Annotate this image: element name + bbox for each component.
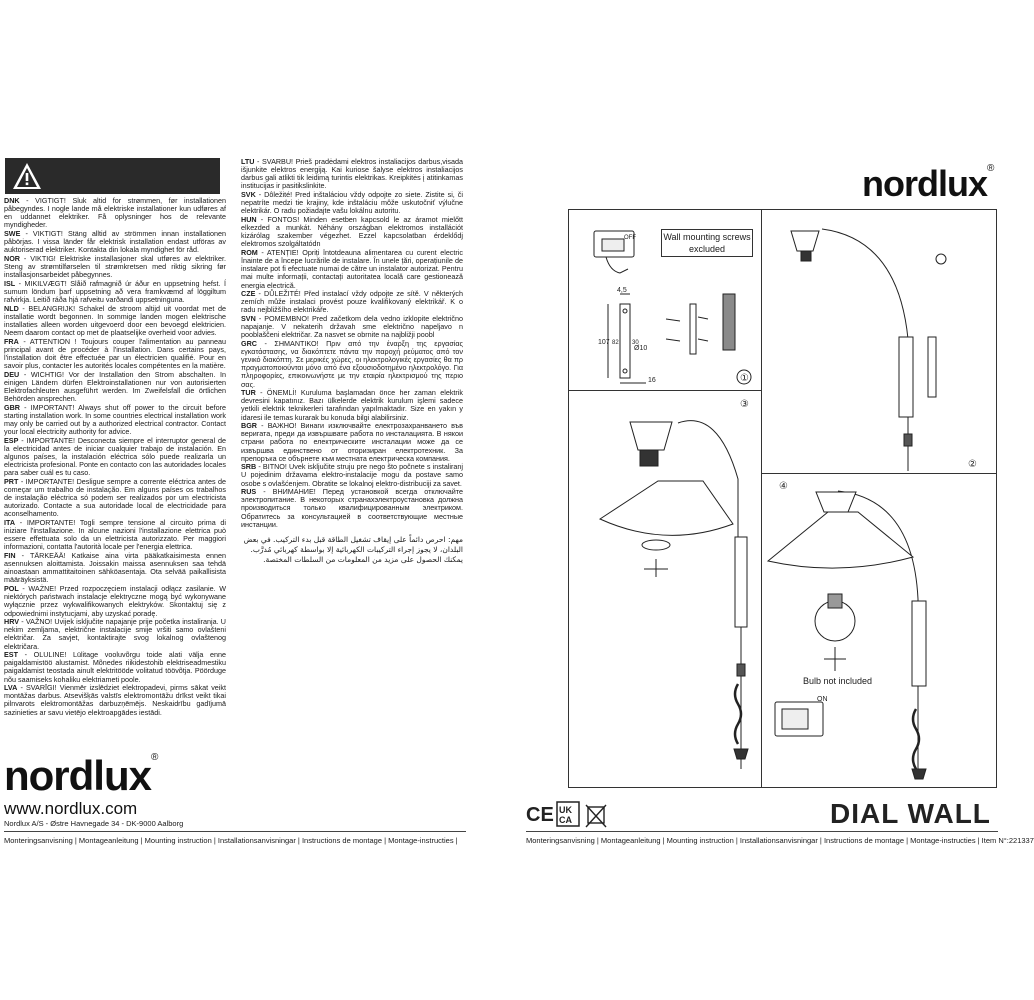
bracket-drawing [598,287,656,384]
warning-bgr: BGR - ВАЖНО! Винаги изключвайте електрозахранването във веригата, преди да извършвате работа по инсталацията. В някои страни работа по електрическите инсталации може да се извършва единствено от оторизиран електротехник. За препоръка се обърнете към местната електрическа компания. [241,421,463,463]
svg-text:ON: ON [817,696,828,703]
svg-text:③: ③ [740,399,749,410]
warning-est: EST - OLULINE! Lülitage vooluvõrgu toide alati välja enne paigaldamistöö alustamist. Mõnedes riikidestohib elektriseadmestiku paigaldamist teostada ainult elektritööde volitatud töövõtja. Pöörduge nõu saamiseks kohaliku elektriameti poole. [4,650,226,684]
warning-fra: FRA - ATTENTION ! Toujours couper l'alimentation au panneau principal avant de procéder à l'installation. Dans certains pays, l'installation doit être effectuée par un électricien qualifié. Pour en savoir plus, contacter les autorités locales compétentes en la matière. [4,336,226,371]
warning-tur: TUR - ÖNEMLİ! Kuruluma başlamadan önce her zaman elektrik devresini kapatınız. Bazı ülkelerde elektrik kurulum işlemi sadece yetkili elektrik teknikerleri tarafından yapılmaktadır. Size en yakın y idaresi ile temas kurarak bu konuda bilgi alabilirsiniz. [241,388,463,422]
warnings-column-1 [4,197,226,717]
wall-screws [666,294,735,354]
footer-left: Monteringsanvisning | Montageanleitung | Mounting instruction | Installationsanvisningar | Instructions de montage | Montage-instructies | [4,831,466,845]
warning-hun: HUN - FONTOS! Minden esetben kapcsold le az áramot mielőtt elkezded a munkát. Néhány országban elektromos installációt kizárólag szakember végezhet. Ezzel kapcsolatban érdeklődj elektromos szolgáltatódn [241,214,463,249]
svg-text:UK: UK [559,805,572,815]
svg-text:CA: CA [559,815,572,825]
warning-esp: ESP - IMPORTANTE! Desconecta siempre el interruptor general de la electricidad antes de iniciar cualquier trabajo de instalación. En algunos países, la instalación eléctrica sólo puede realizarla un electricista profesional. Ponte en contacto con las autoridades locales para saber cuál es tu caso. [4,435,226,478]
ce-mark-icon: CE [526,804,554,826]
warning-gbr: GBR - IMPORTANT! Always shut off power to the circuit before starting installation work. In some countries electrical installation work may only be carried out by a authorized electrical contractor. Contact your local electricity authority for advice. [4,402,226,437]
warning-svk: SVK - Dôležité! Pred inštaláciou vždy odpojte zo siete. Zistite si, či nepatríte medzi tie krajiny, kde inštaláciu môže uskutočniť výlučne elektrikár. O radu požiadajte vašu lokálnu autoritu. [241,190,463,216]
brand-logo-large: nordlux® [4,752,158,799]
brand-logo-top: nordlux® [862,163,994,204]
warning-cze: CZE - DŮLEŽITÉ! Před instalací vždy odpojte ze sítě. V některých zemích může instalaci provést pouze kvalifikovaný elektrikář. K o radu nejbližšího elektrikáře. [241,289,463,315]
warning-nld: NLD - BELANGRIJK! Schakel de stroom altijd uit voordat met de installatie wordt begonnen. In sommige landen mogen elektrische installaties alleen worden uitgevoerd door een bevoegd elektricien. Neem daarom contact op met de plaatselijke overheid voor advies. [4,303,226,338]
item-number: 221337 [1008,836,1034,845]
warning-prt: PRT - IMPORTANTE! Desligue sempre a corrente eléctrica antes de começar um trabalho de instalação. Em alguns países os trabalhos de instalação eléctrica só podem ser realizados por um electricista autorizado. Contacte a sua autoridade local de electricidade para aconselhamento. [4,476,226,519]
switch-off-illustration [594,231,636,273]
warning-icon [11,160,43,192]
warning-arabic: مهم: احرص دائماً على إيقاف تشغيل الطاقة قبل بدء التركيب. في بعض البلدان، لا يجوز إجراء التركيبات الكهربائية إلا بواسطة كهربائي مُدرَّب. يمكنك الحصول على مزيد من المعلومات من السلطات المختصة. [243,535,463,564]
warning-swe: SWE - VIKTIGT! Stäng alltid av strömmen innan installationen påbörjas. I vissa länder får elektrisk installation endast utföras av auktoriserad elektriker. Kontakta din lokala myndighet för råd. [4,229,226,255]
warning-dnk: DNK - VIGTIGT! Sluk altid for strømmen, før installationen påbegyndes. I nogle lande må elektriske installationer kun udføres af en uddannet elektriker. Få oplysninger hos de relevante myndigheder. [4,196,226,230]
warning-hrv: HRV - VAŽNO! Uvijek isključite napajanje prije početka instaliranja. U nekim zemljama, električne instalacije smije vršiti samo ovlašteni električar. Za savjet, kontaktirajte svog lokalnog ovlaštenog električara. [4,617,226,651]
warning-nor: NOR - VIKTIG! Elektriske installasjoner skal utføres av elektriker. Steng av strømtilførselen til strømkretsen med riktig sikring før installasjonsarbeidet påbegynnes. [4,253,226,280]
svg-text:①: ① [740,373,749,384]
svg-text:4,5: 4,5 [617,287,627,294]
svg-text:82: 82 [612,340,619,346]
warnings-column-2 [241,158,463,529]
bulb-note: Bulb not included [803,676,873,686]
warning-pol: POL - WAŻNE! Przed rozpoczęciem instalacji odłącz zasilanie. W niektórych państwach instalacje elektryczne mogą być wykonywane wyłącznie przez wykwalifikowanych elektryków. Skontaktuj się z odpowiednimi instytucjami, aby uzyskać poradę. [4,584,226,618]
svg-text:④: ④ [779,481,788,492]
website-link[interactable]: www.nordlux.com [4,799,138,818]
bulb-installation-illustration [768,481,926,779]
svg-text:OFF: OFF [624,235,636,241]
svg-text:30: 30 [632,340,639,346]
warning-svn: SVN - POMEMBNO! Pred začetkom dela vedno izklopite električno napajanje. V nekaterih državah sme električno napeljavo n pooblaščeni električar. Za nasvet se obrnite na najbližji poobl [241,313,463,340]
wall-screws-callout: Wall mounting screws excluded [661,229,753,257]
lamp-shade-assembly [600,399,749,769]
warning-deu: DEU - WICHTIG! Vor der Installation den Strom abschalten. In einigen Ländern dürfen Elektroinstallationen nur von autorisierten Elektrofachleuten ausgeführt werden. Im Zweifelsfall die örtlichen Behörden ansprechen. [4,369,226,404]
svg-text:16: 16 [648,377,656,384]
svg-text:Ø10: Ø10 [634,345,648,352]
warning-fin: FIN - TÄRKEÄÄ! Katkaise aina virta pääkatkaisimesta ennen asennuksen aloittamista. Joissakin maissa asennuksen saa tehdä ainoastaan ammattitaitoinen sähköasentaja. Ota selvää paikallisista määräyksistä. [4,551,226,585]
svg-text:107: 107 [598,339,610,346]
warning-rus: RUS - ВНИМАНИЕ! Перед установкой всегда отключайте электропитание. В некоторых странахэлектроустановка должна производиться только квалифицированным электриком. Обратитесь за консультацией в соответствующие местные инстанции. [241,487,463,529]
warning-grc: GRC - ΣΗΜΑΝΤΙΚΟ! Πριν από την έναρξη της εργασίας εγκατάστασης, να διακόπτετε πάντα την παροχή ρεύματος από τον γενικό διακόπτη. Σε μερικές χώρες, οι ηλεκτρολογικές εργασίες θα πρ πραγματοποιούνται μόνο από ένα εξουσιοδοτημένο ηλεκτρολόγο. Για πληροφορίες, επικοινωνήστε με την εταιρία ηλεκτρισμού της περιο σας. [241,338,463,389]
warning-isl: ISL - MIKILVÆGT! Slåið rafmagnið úr áður en uppsetning hefst. Í sumum löndum þarf uppsetning að vera framkvæmd af löggiltum rafvirkja. Leitið ráða hjá rafveitu varðandi uppsetninguna. [4,278,226,305]
certification-marks [526,799,616,829]
warning-srb: SRB - BITNO! Uvek isključite struju pre nego što počnete s instaliranj U pojedinim državama elektro-instalacije mogu da postave samo osobe s ovlašćenjem. Obratite se lokalnoj elektro-distribuciji za savet. [241,462,463,488]
warning-lva: LVA - SVARĪGI! Vienmēr izslēdziet elektropadevi, pirms sākat veikt montāžas darbus. Atsevišķās valstīs elektromontāžu drīkst veikt tikai pilnvarots elektromontāžas darbuzņēmējs. Neskaidrību gadījumā sazinieties ar savu vietējo elektroapgādes iestādi. [4,683,226,717]
footer-right: Monteringsanvisning | Montageanleitung | Mounting instruction | Installationsanvisningar | Instructions de montage | Montage-instructies | Item N°:221337 [526,831,998,845]
lamp-mounting-illustration [791,229,977,471]
product-name: DIAL WALL [830,798,991,829]
svg-text:②: ② [968,459,977,470]
weee-bin-icon [586,805,606,827]
warning-header [5,158,220,194]
warning-rom: ROM - ATENȚIE! Opriți întotdeauna alimentarea cu curent electric înainte de a începe lucrările de instalare. În unele țări, operațiunile de instalare pot fi efectuate numai de către un instalator autorizat. Pentru mai multe informații, contactați autoritatea locală care gestionează energia electrică. [241,247,463,290]
warning-ltu: LTU - SVARBU! Prieš pradėdami elektros instaliacijos darbus,visada išjunkite elektros energiją. Kai kuriose šalyse elektros instaliacijos darbus gali atlikti tik leidimą turintis elektrikas. Kreipkitės į atitinkamas institucijas ir pasitikslinkite. [241,157,463,191]
warning-ita: ITA - IMPORTANTE! Togli sempre tensione al circuito prima di iniziare l'installazione. In alcune nazioni l'installazione elettrica può essere effettuata solo da un elettricista autorizzato. Per maggiori informazioni, contatta l'autorità locale per l'energia elettrica. [4,518,226,552]
company-address: Nordlux A/S - Østre Havnegade 34 - DK-9000 Aalborg [4,819,184,828]
installation-diagram [568,209,997,788]
